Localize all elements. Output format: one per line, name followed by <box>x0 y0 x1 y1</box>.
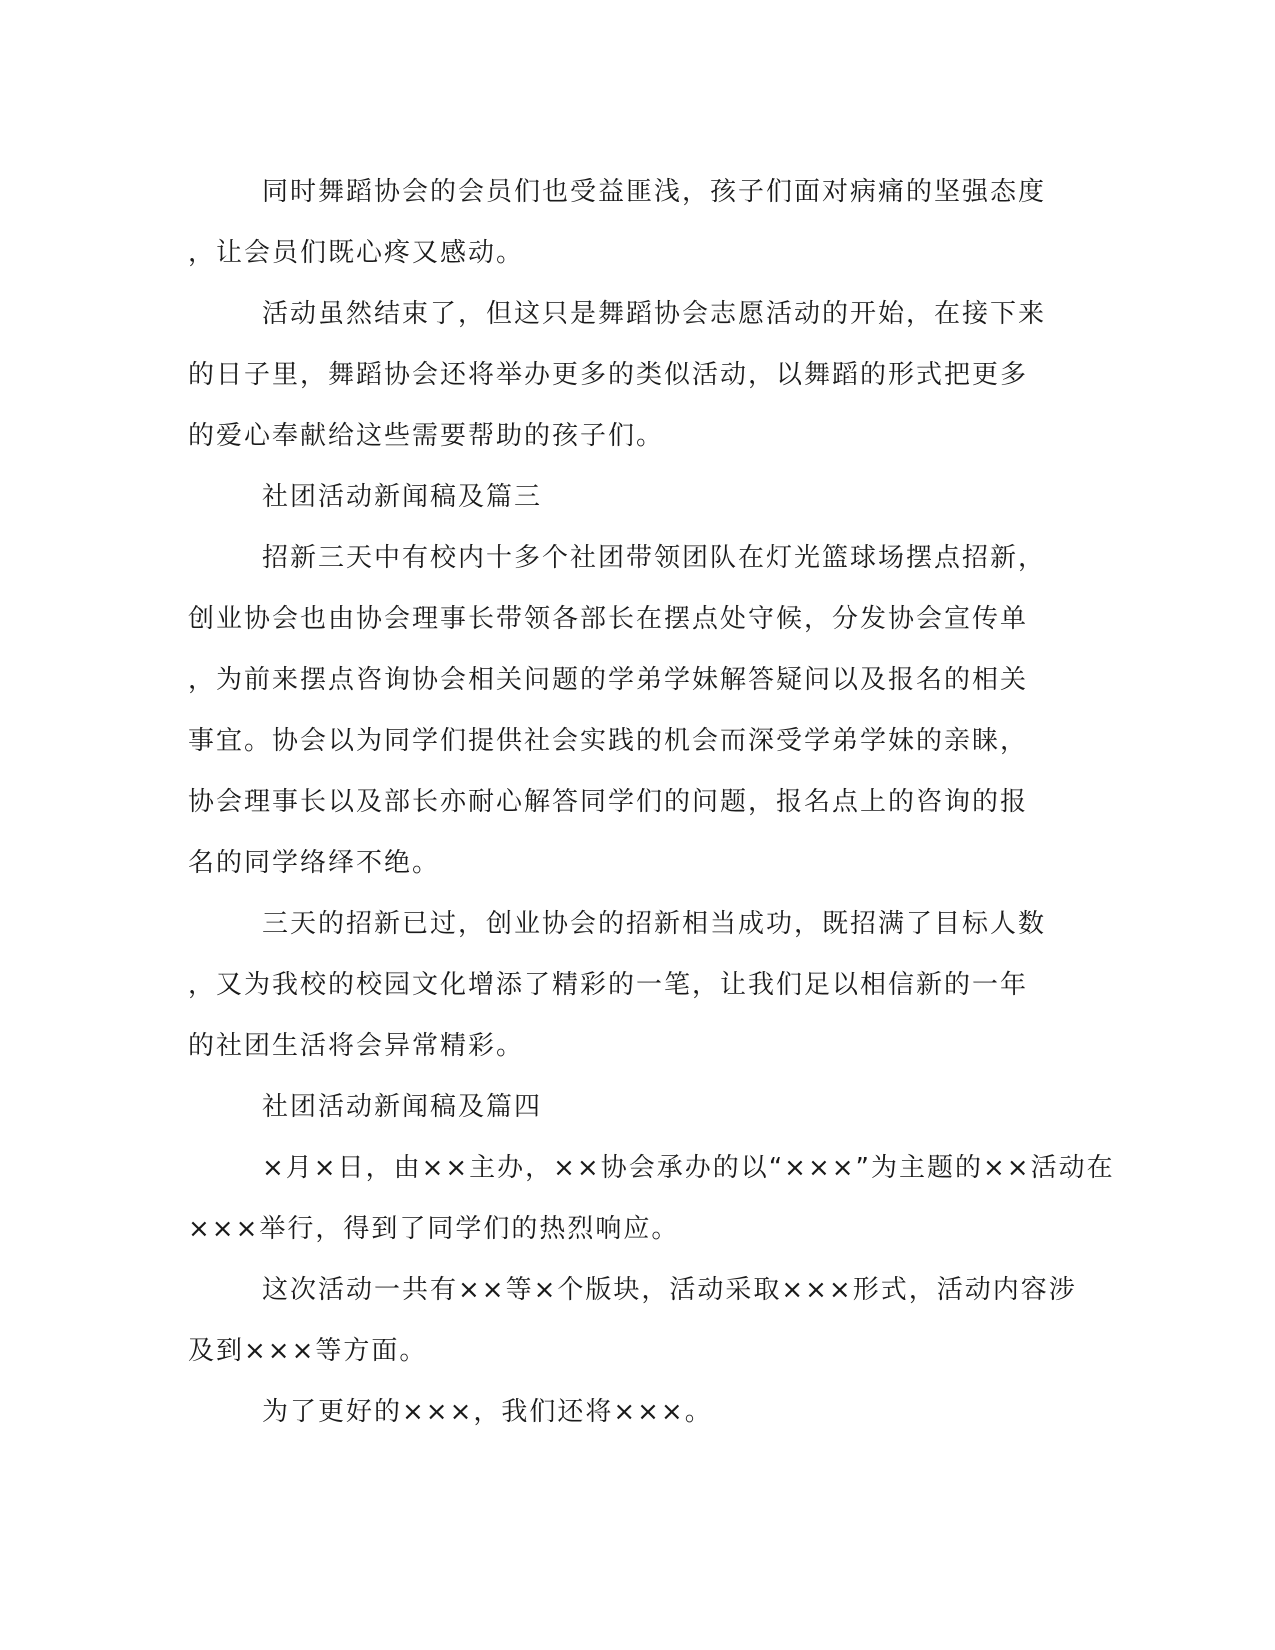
text-line: 及到×××等方面。 <box>188 1336 428 1366</box>
text-line: 创业协会也由协会理事长带领各部长在摆点处守候，分发协会宣传单 <box>188 604 1029 634</box>
paragraph-4 <box>188 528 1068 894</box>
text-line: 为了更好的×××，我们还将×××。 <box>262 1397 713 1427</box>
paragraph-8 <box>188 1260 1077 1382</box>
section-heading: 社团活动新闻稿及篇三 <box>262 482 543 512</box>
text-line: 的社团生活将会异常精彩。 <box>188 1031 525 1061</box>
text-line: 这次活动一共有××等×个版块，活动采取×××形式，活动内容涉 <box>262 1275 1077 1305</box>
section-heading-3 <box>188 467 1068 528</box>
text-line: ×××举行，得到了同学们的热烈响应。 <box>188 1214 680 1244</box>
text-line: 三天的招新已过，创业协会的招新相当成功，既招满了目标人数 <box>262 909 1047 939</box>
text-line: 招新三天中有校内十多个社团带领团队在灯光篮球场摆点招新， <box>262 543 1047 573</box>
paragraph-2 <box>188 284 1068 467</box>
text-line: 同时舞蹈协会的会员们也受益匪浅，孩子们面对病痛的坚强态度 <box>262 177 1047 207</box>
section-heading: 社团活动新闻稿及篇四 <box>262 1092 543 1122</box>
paragraph-5 <box>188 894 1068 1077</box>
text-line: 协会理事长以及部长亦耐心解答同学们的问题，报名点上的咨询的报 <box>188 787 1029 817</box>
text-line: 名的同学络绎不绝。 <box>188 848 441 878</box>
text-line: 事宜。协会以为同学们提供社会实践的机会而深受学弟学妹的亲睐， <box>188 726 1029 756</box>
paragraph-7 <box>188 1138 1115 1260</box>
text-line: 的日子里，舞蹈协会还将举办更多的类似活动，以舞蹈的形式把更多 <box>188 360 1029 390</box>
text-line: 的爱心奉献给这些需要帮助的孩子们。 <box>188 421 665 451</box>
paragraph-1 <box>188 162 1068 284</box>
text-line: ×月×日，由××主办，××协会承办的以“×××”为主题的××活动在 <box>262 1153 1115 1183</box>
text-line: ，为前来摆点咨询协会相关问题的学弟学妹解答疑问以及报名的相关 <box>188 665 1029 695</box>
text-line: ，又为我校的校园文化增添了精彩的一笔，让我们足以相信新的一年 <box>188 970 1029 1000</box>
section-heading-4 <box>188 1077 1068 1138</box>
text-line: ，让会员们既心疼又感动。 <box>188 238 525 268</box>
document-body <box>188 162 1115 1443</box>
text-line: 活动虽然结束了，但这只是舞蹈协会志愿活动的开始，在接下来 <box>262 299 1047 329</box>
paragraph-9 <box>188 1382 1068 1443</box>
